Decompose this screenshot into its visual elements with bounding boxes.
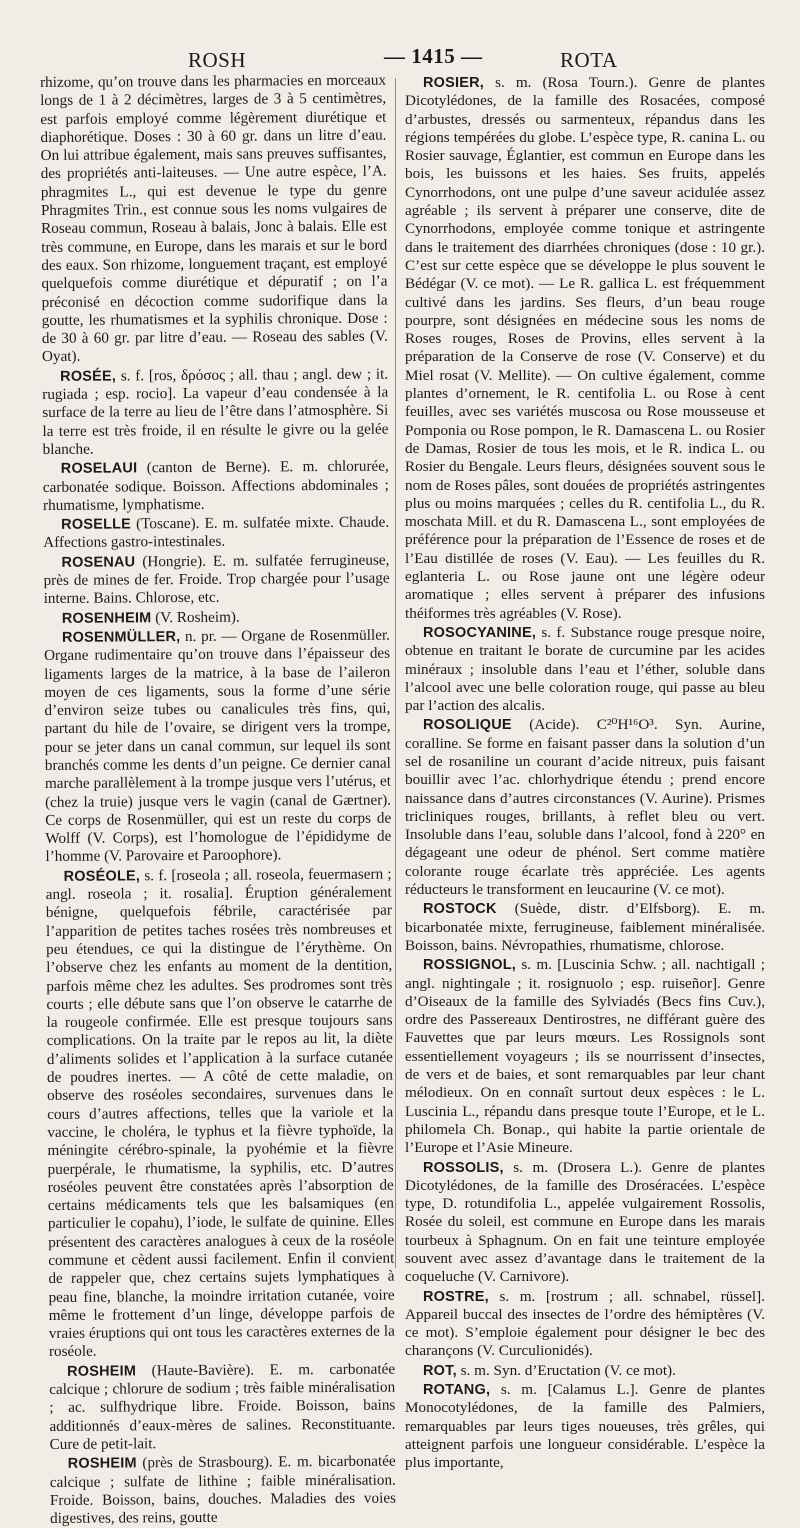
entry-headword: ROT, — [423, 1362, 457, 1379]
dictionary-entry — [405, 624, 765, 715]
entry-text: (Toscane). E. m. sulfatée mixte. Chaude. Affections gastro-intestinales. — [43, 513, 390, 552]
dictionary-entry — [49, 1360, 396, 1454]
entry-text: n. pr. — Organe de Rosenmüller. Organe rudimentaire qu’on trouve dans l’épaisseur des ligaments larges de la matrice, à la base de l’aileron moyen de ces ligaments, sous la forme d’une série d’environ seize tubes ou canalicules très fins, qui, partant du hile de l’ovaire, se dirigent vers la trompe, pour se jeter dans un canal commun, sur lequel ils sont branchés comme les dents d’un peigne. Ce dernier canal marche parallèlement à la trompe jusque vers l’utérus, et (chez la truie) jusque vers le vagin (canal de Gærtner). Ce corps de Rosenmüller, qui est un reste du corps de Wolff (V. Corps), est l’homologue de l’épididyme de l’homme (V. Parovaire et Paroophore). — [44, 626, 392, 866]
entry-headword: ROSTRE, — [423, 1288, 489, 1305]
entry-text: s. m. [Calamus L.]. Genre de plantes Monocotylédones, de la famille des Palmiers, remarquables par leurs tiges noueuses, très grêles, qui atteignent parfois une longueur considérable. L’espèce la plus importante, — [405, 1381, 765, 1472]
entry-headword: ROSELAUI — [60, 460, 138, 478]
dictionary-entry — [405, 74, 765, 623]
page-number: — 1415 — — [384, 44, 483, 68]
entry-headword: ROTANG, — [423, 1382, 491, 1399]
entry-text: (Hongrie). E. m. sulfatée ferrugineuse, près de mines de fer. Froide. Trop chargée pour l’usage interne. Bains. Chlorose, etc. — [43, 551, 390, 608]
dictionary-entry — [44, 626, 392, 866]
entry-text: s. m. [rostrum ; all. schnabel, rüssel]. Appareil buccal des insectes de l’ordre des hémiptères (V. ce mot). S’emploie également pour désigner le bec des charançons (V. Curculionidés). — [405, 1287, 765, 1360]
header-left-word: ROSH — [188, 48, 247, 72]
entry-text: s. m. [Luscinia Schw. ; all. nachtigall ; angl. nightingale ; it. rosignuolo ; esp. ruiseñor]. Genre d’Oiseaux de la famille des Sylviadés (Becs fins Cuv.), ordre des Passereaux Dentirostres, ne différant guère des Fauvettes que par leurs mœurs. Les Rossignols sont essentiellement voyageurs ; ils se nourrissent d’insectes, de vers et de baies, et sont remarquables par leur chant mélodieux. On en connaît surtout deux espèces : le L. Luscinia L., répandu dans presque toute l’Europe, et le L. philomela Ch. Bonap., qui habite la partie orientale de l’Europe et l’Asie Mineure. — [405, 956, 765, 1157]
left-column — [40, 71, 397, 1528]
column-divider — [395, 78, 396, 1268]
dictionary-entry — [405, 1381, 765, 1472]
entry-headword: ROSSOLIS, — [423, 1159, 504, 1176]
dictionary-entry — [405, 956, 765, 1157]
dictionary-entry — [50, 1453, 397, 1528]
dictionary-entry — [46, 865, 395, 1361]
dictionary-entry — [43, 514, 389, 553]
entry-text: (près de Strasbourg). E. m. bicarbonatée calcique ; sulfate de lithine ; faible minéralisation. Froide. Boisson, bains, douches. Maladies des voies digestives, des reins, goutte — [49, 1452, 397, 1528]
right-column — [405, 74, 765, 1472]
dictionary-entry — [405, 1159, 765, 1287]
dictionary-entry — [43, 551, 389, 608]
running-header — [40, 40, 770, 70]
entry-headword: ROSÉE, — [60, 368, 117, 385]
header-right-word: ROTA — [560, 48, 618, 72]
dictionary-entry — [405, 716, 765, 899]
entry-text: s. f. [ros, δρόσος ; all. thau ; angl. dew ; it. rugiada ; esp. rocio]. La vapeur d’eau condensée à la surface de la terre au lieu de l’être dans l’atmosphère. Si la terre est très froide, il en résulte le givre ou la gelée blanche. — [42, 365, 389, 458]
entry-text: rhizome, qu’on trouve dans les pharmacies en morceaux longs de 1 à 2 décimètres, larges de 3 à 5 centimètres, est parfois employé comme légèrement diurétique et diaphorétique. Doses : 30 à 60 gr. dans un litre d’eau. On lui attribue également, mais sans preuves suffisantes, des propriétés anti-laiteuses. — Une autre espèce, l’A. phragmites L., qui est devenue le type du genre Phragmites Trin., est connue sous les noms vulgaires de Roseau commun, Roseau à balais, Jonc à balais. Elle est très commune, en Europe, dans les marais et sur le bord des eaux. Son rhizome, longuement traçant, est employé quelquefois comme diurétique et dépuratif ; on l’a préconisé en décoction comme sudorifique dans la goutte, les rhumatismes et la syphilis chronique. Dose : de 30 à 60 gr. par litre d’eau. — Roseau des sables (V. Oyat). — [40, 71, 388, 366]
entry-headword: ROSENHEIM — [61, 609, 152, 627]
entry-text: (Suède, distr. d’Elfsborg). E. m. bicarbonatée mixte, ferrugineuse, faiblement minéralisée. Boisson, bains. Névropathies, rhumatisme, chlorose. — [405, 900, 765, 954]
entry-headword: ROSELLE — [61, 516, 132, 533]
dictionary-entry — [405, 1288, 765, 1361]
dictionary-entry — [42, 365, 389, 459]
entry-text: s. m. (Rosa Tourn.). Genre de plantes Dicotylédones, de la famille des Rosacées, composé d’arbustes, dressés ou sarmenteux, répandus dans les régions tempérées du globe. L’espèce type, R. canina L. ou Rosier sauvage, Églantier, est commun en Europe dans les bois, les buissons et les haies. Ses fruits, appelés Cynorrhodons, ont une pulpe d’une saveur acidulée assez agréable ; ils servent à préparer une conserve, dite de Cynorrhodons, employée comme tonique et astringente dans le traitement des diarrhées chroniques (dose : 10 gr.). C’est sur cette espèce que se développe le plus souvent le Bédégar (V. ce mot). — Le R. gallica L. est fréquemment cultivé dans les jardins. Ses fleurs, d’un beau rouge pourpre, sont désignées en médecine sous les noms de Roses rouges, Roses de Provins, elles servent à la préparation de la Conserve de rose (V. Conserve) et du Miel rosat (V. Mellite). — On cultive également, comme plantes d’ornement, le R. centifolia L. ou Rose à cent feuilles, avec ses variétés muscosa ou Rose mousseuse et Pomponia ou Rose pompon, le R. Damascena L. ou Rosier de Damas, Rosier de tous les mois, et le R. indica L. ou Rosier du Bengale. Leurs fleurs, désignées souvent sous le nom de Roses pâles, sont douées de propriétés astringentes plus ou moins marquées ; celles du R. centifolia L., du R. moschata Mill. et du R. Damascena L., sont employées de préférence pour la préparation de l’Essence de roses et de l’Eau distillée de roses (V. Eau). — Les feuilles du R. eglanteria L. ou Rose jaune ont une légère odeur aromatique ; elles servent à préparer des infusions théiformes très agréables (V. Rose). — [405, 74, 765, 622]
entry-headword: ROSTOCK — [423, 901, 497, 918]
dictionary-entry — [405, 900, 765, 955]
entry-headword: ROSHEIM — [67, 1455, 137, 1473]
entry-headword: ROSIER, — [423, 75, 485, 91]
dictionary-entry — [43, 458, 389, 515]
entry-headword: ROSSIGNOL, — [423, 957, 517, 974]
entry-headword: ROSOCYANINE, — [423, 624, 537, 641]
entry-text: s. m. Syn. d’Eructation (V. ce mot). — [456, 1361, 676, 1379]
entry-headword: ROSÉOLE, — [63, 868, 141, 885]
dictionary-entry — [44, 607, 390, 628]
entry-headword: ROSENAU — [61, 554, 136, 571]
entry-text: (Haute-Bavière). E. m. carbonatée calcique ; chlorure de sodium ; très faible minéralisation ; ac. sulfhydrique libre. Froide. Boisson, bains additionnés d’eaux-mères de salines. Reconstituante. Cure de petit-lait. — [49, 1360, 396, 1453]
dictionary-entry — [40, 72, 388, 367]
entry-text: (V. Rosheim). — [151, 608, 240, 626]
entry-text: s. f. [roseola ; all. roseola, feuermasern ; angl. roseola ; it. rosalia]. Éruption généralement bénigne, quelquefois fébrile, caractérisée par l’apparition de petites taches rosées très nombreuses et peu étendues, ce qui la distingue de l’érythème. On l’observe chez les enfants au moment de la dentition, parfois même chez les adultes. Ses prodromes sont très courts ; elle débute sans que l’on observe le catarrhe de la rougeole confirmée. Elle est presque toujours sans complications. On la traite par le repos au lit, la diète d’aliments solides et l’application à la surface cutanée de poudres inertes. — A côté de cette maladie, on observe des roséoles secondaires, survenues dans le cours d’autres affections, telles que la variole et la vaccine, le choléra, le typhus et la fièvre typhoïde, la méningite cérébro-spinale, la pyohémie et la fièvre puerpérale, le rhumatisme, la syphilis, etc. D’autres roséoles peuvent être constatées après l’absorption de certains médicaments tels que les balsamiques (en particulier le copahu), l’iode, le sulfate de quinine. Elles présentent des caractères analogues à ceux de la roséole commune et cèdent aussi facilement. Enfin il convient de rappeler que, chez certains sujets lymphatiques à peau fine, blanche, la moindre irritation cutanée, voire même le frottement d’un linge, développe parfois de vraies éruptions qui ont tous les caractères externes de la roséole. — [45, 865, 395, 1361]
entry-text: (canton de Berne). E. m. chlorurée, carbonatée sodique. Boisson. Affections abdominales ; rhumatisme, lymphatisme. — [42, 457, 389, 514]
entry-headword: ROSENMÜLLER, — [61, 628, 181, 646]
entry-headword: ROSOLIQUE — [423, 717, 512, 734]
dictionary-entry — [405, 1362, 765, 1380]
entry-text: s. f. Substance rouge presque noire, obtenue en traitant le borate de curcumine par les acides minéraux ; insoluble dans l’eau et l’éther, soluble dans l’alcool avec une belle coloration rouge, qui passe au bleu par l’action des alcalis. — [405, 623, 765, 715]
entry-text: s. m. (Drosera L.). Genre de plantes Dicotylédones, de la famille des Droséracées. L’espèce type, D. rotundifolia L., appelée vulgairement Rossolis, Rosée du soleil, est commune en Europe dans les marais tourbeux à Sphagnum. On en fait une teinture employée souvent avec assez d’avantage dans le traitement de la coqueluche (V. Carnivore). — [405, 1158, 765, 1286]
entry-headword: ROSHEIM — [67, 1363, 137, 1380]
entry-text: (Acide). C²⁰H¹⁶O³. Syn. Aurine, coralline. Se forme en faisant passer dans la solution d’un sel de rosaniline un courant d’acide nitreux, puis faisant bouillir avec l’ac. chlorhydrique étendu ; prend encore naissance dans d’autres circonstances (V. Aurine). Prismes tricliniques rouges, brillants, à reflet bleu ou vert. Insoluble dans l’eau, soluble dans l’alcool, fond à 220° en dégageant une odeur de phénol. Sert comme matière colorante rouge écarlate très appréciée. Les agents réducteurs le transforment en leucaurine (V. ce mot). — [405, 716, 765, 899]
